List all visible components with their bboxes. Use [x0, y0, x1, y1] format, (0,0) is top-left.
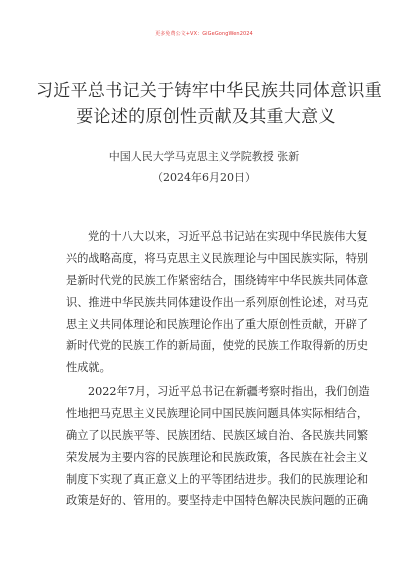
watermark-text: 更多免费公文+VX：GiGeGongWen2024 — [155, 31, 253, 37]
paragraph-line: 思主义共同体理论和民族理论作出了重大原创性贡献，开辟了 — [66, 317, 369, 331]
paragraph-line: 新时代党的民族工作的新局面，使党的民族工作取得新的历史 — [66, 339, 369, 353]
paragraph-line: 政策是好的、管用的。要坚持走中国特色解决民族问题的正确 — [66, 494, 369, 508]
paragraph-line: 确立了以民族平等、民族团结、民族区域自治、各民族共同繁 — [66, 428, 369, 442]
body-paragraph — [66, 381, 370, 512]
paragraph-line: 是新时代党的民族工作紧密结合，围绕铸牢中华民族共同体意 — [66, 273, 369, 287]
paragraph-line: 性成就。 — [66, 361, 111, 375]
body-paragraph — [66, 226, 369, 379]
document-title — [36, 78, 382, 130]
author-line: 中国人民大学马克思主义学院教授 张新 — [108, 150, 300, 163]
title-line: 要论述的原创性贡献及其重大意义 — [76, 107, 336, 127]
paragraph-line: 兴的战略高度，将马克思主义民族理论与中国民族实际，特别 — [66, 251, 369, 265]
date-line: （2024年6月20日） — [152, 171, 256, 184]
paragraph-line: 制度下实现了真正意义上的平等团结进步。我们的民族理论和 — [66, 472, 369, 486]
paragraph-line: 荣发展为主要内容的民族理论和民族政策，各民族在社会主义 — [66, 450, 369, 464]
title-line: 习近平总书记关于铸牢中华民族共同体意识重 — [36, 81, 382, 101]
paragraph-line: 识、推进中华民族共同体建设作出一系列原创性论述，对马克 — [66, 295, 369, 309]
paragraph-line: 党的十八大以来，习近平总书记站在实现中华民族伟大复 — [88, 230, 368, 243]
paragraph-line: 性地把马克思主义民族理论同中国民族问题具体实际相结合， — [66, 406, 369, 420]
paragraph-line: 2022年7月，习近平总书记在新疆考察时指出，我们创造 — [88, 385, 370, 398]
